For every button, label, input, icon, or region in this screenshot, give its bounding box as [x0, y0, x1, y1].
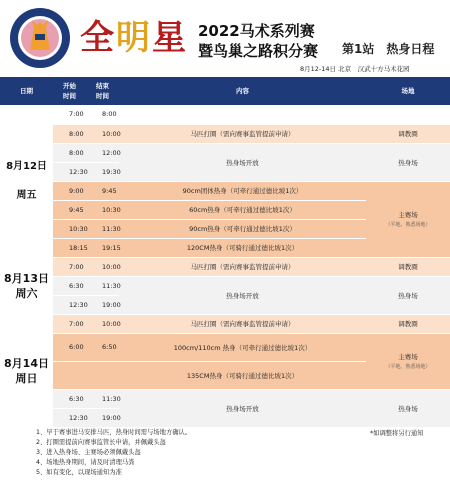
table-row: 10:30 11:30 90cm热身（可牵行通过德比坡1次）	[0, 219, 450, 238]
table-row: 12:30 19:00	[0, 408, 450, 427]
day-cell-aug13: 8月13日 周六	[0, 257, 53, 314]
table-row: 8月13日 周六 7:00 10:00 马匹打圈（需向赛事监管提前申请） 调教圈	[0, 257, 450, 276]
main-arena-cell: 主赛场 （平地、熟悉场地）	[366, 181, 450, 257]
table-row: 135CM热身（可骑行通过德比坡1次）	[0, 361, 450, 389]
table-row: 18:15 19:15 120CM热身（可骑行通过德比坡1次）	[0, 238, 450, 257]
table-header	[0, 77, 450, 105]
table-row: 6:00 6:50 100cm/110cm 热身（可牵行通过德比坡1次） 主赛场 （平地、熟悉场地）	[0, 333, 450, 361]
note-item: 1、早于赛事进马安排马匹，热身时间需与场地方确认。	[36, 429, 192, 436]
main-arena-cell: 主赛场 （平地、熟悉场地）	[366, 333, 450, 389]
table-row: 6:30 11:30 热身场开放 热身场	[0, 389, 450, 408]
warmup-schedule-table	[0, 77, 450, 428]
date-location: 8月12-14日 北京 汉武十方马术花园	[300, 65, 410, 73]
note-item: 4、场地热身期间，请及时清理马粪	[36, 459, 135, 466]
note-item: 2、打圈需提前向赛事监管长申请，并佩戴头盔	[36, 439, 166, 446]
day-cell-aug12: 8月12日 周五	[0, 105, 53, 257]
table-row: 8月14日 周日 7:00 10:00 马匹打圈（需向赛事监管提前申请） 调教圈	[0, 314, 450, 333]
col-start: 开始 时间	[53, 77, 86, 105]
horse-logo-icon	[8, 6, 72, 70]
table-row: 8:00 12:00 热身场开放 热身场	[0, 143, 450, 162]
series-subtitle: 暨鸟巢之路积分赛	[198, 42, 319, 60]
brand-logo-text: 全明星	[80, 18, 188, 58]
col-venue: 场地	[366, 77, 450, 105]
adjustment-footnote: *如调整将另行通知	[370, 430, 424, 437]
note-item: 3、进入热身场、主赛场必须佩戴头盔	[36, 449, 141, 456]
col-end: 结束 时间	[86, 77, 119, 105]
station-title: 第1站 热身日程	[342, 42, 435, 56]
notes-list	[36, 428, 191, 478]
table-row: 6:30 11:30 热身场开放 热身场	[0, 276, 450, 295]
col-date: 日期	[0, 77, 53, 105]
note-item: 5、如有变化，以现场通知为准	[36, 469, 122, 476]
table-row: 12:30 19:00	[0, 295, 450, 314]
table-row: 12:30 19:30	[0, 162, 450, 181]
day-cell-aug14: 8月14日 周日	[0, 314, 53, 427]
table-row: 9:45 10:30 60cm热身（可牵行通过德比坡1次）	[0, 200, 450, 219]
series-title: 2022马术系列赛	[198, 22, 315, 40]
table-row: 8:00 10:00 马匹打圈（需向赛事监管提前申请） 调教圈	[0, 124, 450, 143]
col-content: 内容	[119, 77, 366, 105]
table-row: 9:00 9:45 90cm团体热身（可牵行通过德比坡1次） 主赛场 （平地、熟悉场地）	[0, 181, 450, 200]
table-row: 8月12日 周五 7:00 8:00	[0, 105, 450, 124]
